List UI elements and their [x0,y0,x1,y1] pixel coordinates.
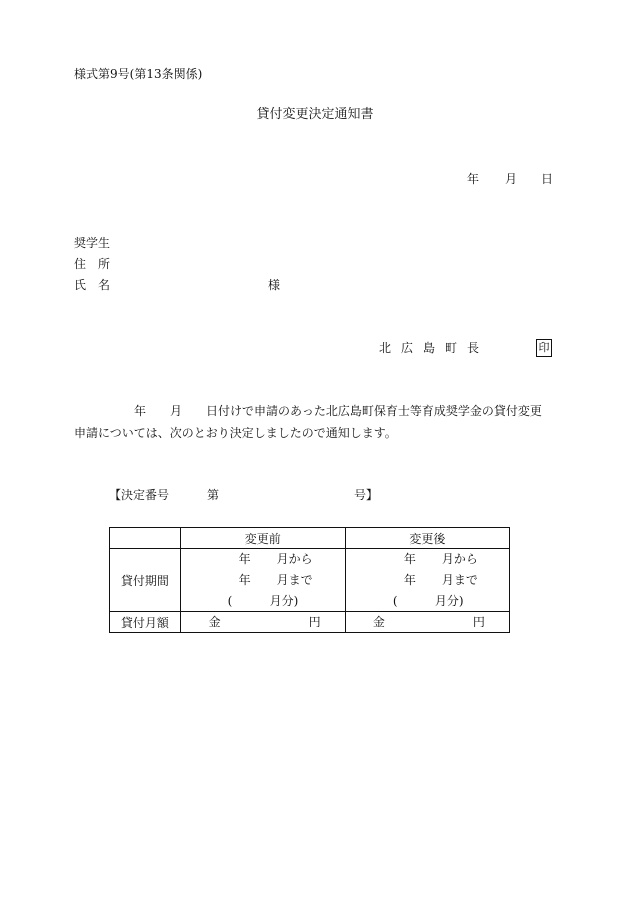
period-label: 貸付期間 [110,549,181,612]
mayor-title: 北広島町長 [379,341,490,355]
header-empty-cell [110,528,181,549]
period-before-cell [180,549,345,612]
before-from: 月から [276,552,313,566]
before-year2: 年 [238,573,251,587]
after-year2: 年 [403,573,416,587]
table-header-row [110,528,510,549]
after-until: 月まで [441,573,478,587]
after-paren: ( [392,594,398,608]
after-year1: 年 [403,552,416,566]
before-until: 月まで [276,573,313,587]
body-line-2: 申請については、次のとおり決定しましたので通知します。 [74,426,397,440]
after-kin: 金 [372,615,385,629]
table-row-amount [110,612,510,633]
amount-before-cell [180,612,345,633]
before-year1: 年 [238,552,251,566]
decision-number-label: 【決定番号 [109,488,170,502]
body-line1-rest: 日付けで申請のあった北広島町保育士等育成奨学金の貸付変更 [206,404,542,418]
date-year-label: 年 [467,172,480,186]
body-line-1 [134,404,542,418]
date-day-label: 日 [541,172,554,186]
honorific-sama: 様 [268,278,281,292]
date-month-label: 月 [505,172,518,186]
after-yen: 円 [472,615,485,629]
header-after: 変更後 [345,528,509,549]
body-year: 年 [134,404,147,418]
decision-go: 号】 [354,488,379,502]
address-label: 住 所 [74,257,111,271]
amount-after-cell [345,612,509,633]
name-label: 氏 名 [74,278,111,292]
document-title: 貸付変更決定通知書 [256,107,374,122]
body-month: 月 [170,404,183,418]
after-from: 月から [441,552,478,566]
table-row-period [110,549,510,612]
header-before: 変更前 [180,528,345,549]
loan-change-table [109,527,510,633]
before-kin: 金 [208,615,221,629]
decision-dai: 第 [207,488,220,502]
after-months: 月分) [434,594,464,608]
before-yen: 円 [308,615,321,629]
period-after-cell [345,549,509,612]
form-number: 様式第9号(第13条関係) [74,67,203,81]
before-months: 月分) [269,594,299,608]
seal-stamp-box: 印 [536,339,552,357]
amount-label: 貸付月額 [110,612,181,633]
student-label: 奨学生 [74,236,111,250]
before-paren: ( [227,594,233,608]
